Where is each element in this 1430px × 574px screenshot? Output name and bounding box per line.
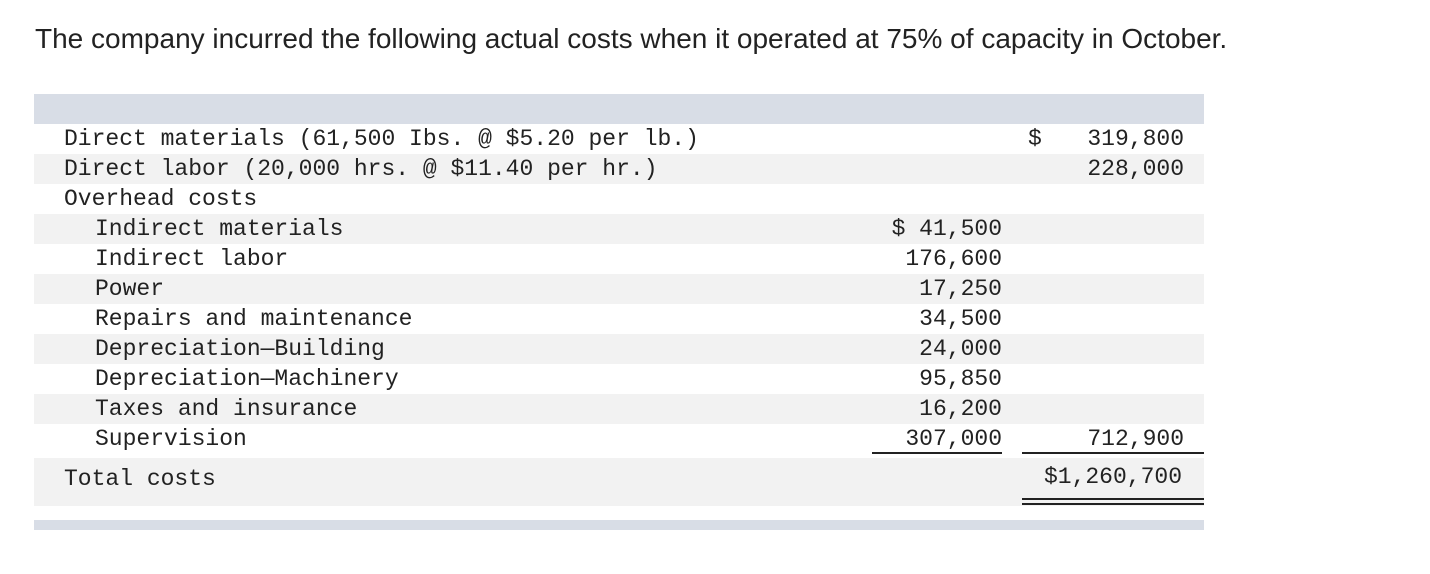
table-row [34,304,1204,334]
dollar-sign: $ [1028,126,1042,152]
table-row [34,334,1204,364]
row-label: Taxes and insurance [95,396,358,422]
row-label: Indirect labor [95,246,289,272]
total-underline [1022,452,1204,454]
total-label: Total costs [64,466,216,492]
total-row [34,458,1204,506]
row-detail-value: 17,250 [919,276,1002,302]
table-row [34,394,1204,424]
row-total-value: 319,800 [1087,126,1184,152]
table-row [34,244,1204,274]
table-row [34,364,1204,394]
row-label: Depreciation—Machinery [95,366,399,392]
row-detail-value: 34,500 [919,306,1002,332]
total-value: $1,260,700 [1043,464,1182,490]
table-row [34,214,1204,244]
row-label: Overhead costs [64,186,258,212]
table-row [34,274,1204,304]
row-detail-value: 307,000 [905,426,1002,452]
row-total-value: 712,900 [1087,426,1184,452]
row-label: Supervision [95,426,247,452]
total-double-underline [1022,498,1204,505]
row-detail-value: 16,200 [919,396,1002,422]
table-row [34,124,1204,154]
table-row [34,424,1204,454]
row-detail-value: $ 41,500 [891,216,1002,242]
row-total-value: 228,000 [1087,156,1184,182]
row-label: Direct materials (61,500 Ibs. @ $5.20 per lb.) [64,126,699,152]
table-row [34,154,1204,184]
row-label: Direct labor (20,000 hrs. @ $11.40 per hr.) [64,156,658,182]
table-row [34,184,1204,214]
row-label: Depreciation—Building [95,336,385,362]
row-detail-value: 24,000 [919,336,1002,362]
intro-text: The company incurred the following actual costs when it operated at 75% of capacity in October. [35,23,1228,54]
row-label: Repairs and maintenance [95,306,413,332]
row-detail-value: 95,850 [919,366,1002,392]
table-header-bar [34,94,1204,124]
row-detail-value: 176,600 [905,246,1002,272]
table-footer-bar [34,520,1204,530]
row-label: Indirect materials [95,216,344,242]
subtotal-underline [872,452,1002,454]
row-label: Power [95,276,165,302]
cost-table [34,94,1204,530]
